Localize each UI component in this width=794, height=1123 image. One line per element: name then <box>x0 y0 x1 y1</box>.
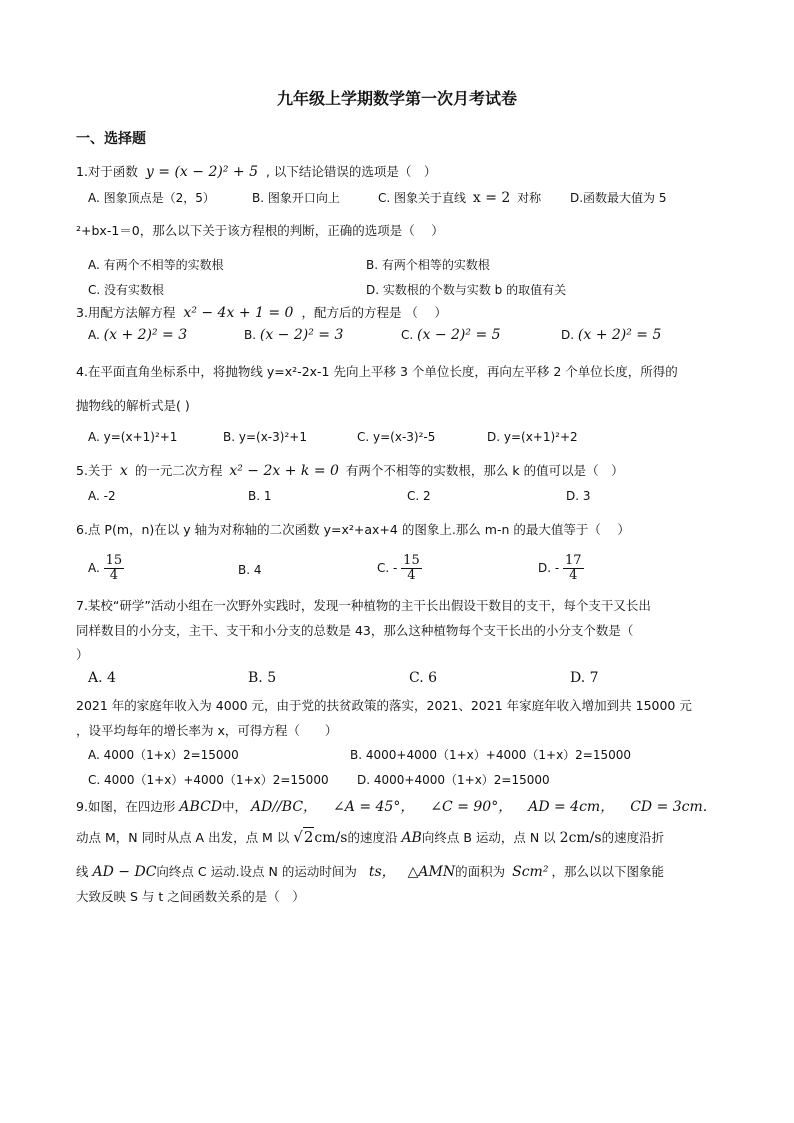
q1-option-d: D.函数最大值为 5 <box>570 191 667 205</box>
q9-line-2-start: 动点 M，N 同时从点 A 出发，点 M 以 <box>76 830 290 845</box>
q3-option-b-formula: (x − 2)² = 3 <box>259 327 344 343</box>
q6-option-a-label: A. <box>88 561 100 575</box>
q2-option-c: C. 没有实数根 <box>88 283 165 297</box>
page-title: 九年级上学期数学第一次月考试卷 <box>276 89 517 108</box>
q6-option-c <box>377 554 422 583</box>
q6-option-b: B. 4 <box>238 563 262 577</box>
q3-option-c-formula: (x − 2)² = 5 <box>417 327 501 343</box>
q6-option-a-denominator: 4 <box>109 568 119 583</box>
q9-sqrt-speed: √2 <box>293 828 314 846</box>
q9-line-2-mid: 的速度沿 <box>347 830 398 845</box>
q1-formula: y = (x − 2)² + 5 <box>145 164 258 180</box>
q8-option-a: A. 4000（1+x）2=15000 <box>88 748 239 762</box>
question-1-stem <box>76 162 436 180</box>
q9-angle-a: ∠A = 45°， <box>333 799 415 815</box>
q1-stem-start: 1.对于函数 <box>76 164 138 179</box>
q2-option-b: B. 有两个相等的实数根 <box>366 258 490 272</box>
q6-option-d-fraction <box>563 554 584 583</box>
q7-option-b: B. 5 <box>248 670 277 686</box>
q3-option-a-formula: (x + 2)² = 3 <box>103 327 188 343</box>
q9-path: AD − DC <box>92 864 157 880</box>
q9-abcd: ABCD <box>179 799 223 815</box>
q6-option-a-numerator: 15 <box>105 553 123 568</box>
q8-option-c: C. 4000（1+x）+4000（1+x）2=15000 <box>88 773 329 787</box>
q9-cd-length: CD = 3cm. <box>630 799 708 815</box>
q9-line-3-mid: 向终点 C 运动.设点 N 的运动时间为 <box>156 864 357 879</box>
q5-stem-start: 5.关于 <box>76 463 113 478</box>
q1-stem-end: , 以下结论错误的选项是（ ） <box>265 164 437 179</box>
question-5-stem <box>76 461 624 479</box>
q3-option-c-label: C. <box>401 328 414 342</box>
question-7-stem-line-1: 7.某校“研学”活动小组在一次野外实践时，发现一种植物的主干长出假设干数目的支干，每个支干又长出 <box>76 598 651 613</box>
question-6-stem: 6.点 P(m，n)在以 y 轴为对称轴的二次函数 y=x²+ax+4 的图象上.那么 m-n 的最大值等于（ ） <box>76 522 630 537</box>
q9-speed-unit: cm/s <box>314 830 348 846</box>
q1-option-c-start: C. 图象关于直线 <box>378 191 467 205</box>
q5-stem-end: 有两个不相等的实数根，那么 k 的值可以是（ ） <box>345 463 624 478</box>
question-7-stem-line-3: ） <box>76 647 89 662</box>
q1-option-b: B. 图象开口向上 <box>252 191 340 205</box>
q6-option-c-numerator: 15 <box>403 553 420 568</box>
question-9-line-1 <box>76 796 707 816</box>
question-7-stem-line-2: 同样数目的小分支，主干、支干和小分支的总数是 43，那么这种植物每个支干长出的小分支个数是（ <box>76 623 634 638</box>
q5-option-b: B. 1 <box>248 489 272 503</box>
question-4-stem-line-2: 抛物线的解析式是( ) <box>76 398 190 413</box>
q6-option-a-fraction <box>104 554 125 583</box>
q3-option-b-label: B. <box>244 328 257 342</box>
q5-option-a: A. -2 <box>88 489 116 503</box>
q9-segment-ab: AB <box>401 830 422 846</box>
question-9-line-3 <box>76 861 664 881</box>
question-3-stem <box>76 303 447 321</box>
q9-line-2-mid2: 向终点 B 运动，点 N 以 <box>421 830 556 845</box>
q5-formula: x² − 2x + k = 0 <box>229 463 339 479</box>
q6-option-d-denominator: 4 <box>569 568 578 583</box>
q5-stem-middle: 的一元二次方程 <box>134 463 223 478</box>
q3-option-d-formula: (x + 2)² = 5 <box>577 327 662 343</box>
section-heading: 一、选择题 <box>76 131 146 147</box>
q3-option-d <box>561 327 661 343</box>
q3-option-a-label: A. <box>88 328 100 342</box>
q8-option-b: B. 4000+4000（1+x）+4000（1+x）2=15000 <box>350 748 632 762</box>
q9-parallel: AD//BC， <box>251 799 318 815</box>
q1-option-c-end: 对称 <box>517 191 542 205</box>
q6-option-d-label: D. - <box>538 561 560 575</box>
q9-line-3-start: 线 <box>76 864 89 879</box>
q9-triangle: △AMN <box>407 864 456 880</box>
q2-option-a: A. 有两个不相等的实数根 <box>88 258 224 272</box>
question-9-line-2 <box>76 828 664 846</box>
q9-line-1-mid: 中， <box>222 799 248 814</box>
q3-option-b <box>244 327 343 343</box>
question-9-line-4: 大致反映 S 与 t 之间函数关系的是（ ） <box>76 889 305 904</box>
question-8-stem-line-2: ，设平均每年的增长率为 x，可得方程（ ） <box>76 723 338 738</box>
q4-option-c: C. y=(x-3)²-5 <box>357 430 436 444</box>
q3-option-a <box>88 327 187 343</box>
q1-option-c-formula: x = 2 <box>472 190 511 206</box>
q7-option-c: C. 6 <box>409 670 438 686</box>
q4-option-b: B. y=(x-3)²+1 <box>223 430 307 444</box>
q9-angle-c: ∠C = 90°， <box>430 799 513 815</box>
q7-option-d: D. 7 <box>570 670 599 686</box>
q5-option-c: C. 2 <box>407 489 431 503</box>
q2-option-d: D. 实数根的个数与实数 b 的取值有关 <box>366 283 567 297</box>
q3-formula: x² − 4x + 1 = 0 <box>183 305 294 321</box>
question-2-stem: ²+bx-1＝0，那么以下关于该方程根的判断，正确的选项是（ ） <box>76 223 444 238</box>
q9-speed-n: 2cm/s <box>559 830 602 846</box>
q8-option-d: D. 4000+4000（1+x）2=15000 <box>357 773 550 787</box>
q9-time: ts， <box>368 864 396 880</box>
q6-option-c-label: C. - <box>377 561 398 575</box>
q9-sqrt-radicand: 2 <box>303 828 314 846</box>
q9-area: Scm² <box>512 864 549 880</box>
q6-option-d <box>538 554 584 583</box>
q7-option-a: A. 4 <box>88 670 116 686</box>
q4-option-d: D. y=(x+1)²+2 <box>487 430 578 444</box>
q9-line-2-end: 的速度沿折 <box>601 830 665 845</box>
q9-ad-length: AD = 4cm， <box>528 799 615 815</box>
q9-line-1-start: 9.如图，在四边形 <box>76 799 176 814</box>
q3-option-d-label: D. <box>561 328 575 342</box>
question-4-stem-line-1: 4.在平面直角坐标系中，将抛物线 y=x²-2x-1 先向上平移 3 个单位长度，再向左平移 2 个单位长度，所得的 <box>76 364 678 379</box>
question-8-stem-line-1: 2021 年的家庭年收入为 4000 元，由于党的扶贫政策的落实，2021、2021 年家庭年收入增加到共 15000 元 <box>76 698 692 713</box>
q4-option-a: A. y=(x+1)²+1 <box>88 430 178 444</box>
q6-option-c-fraction <box>401 554 422 583</box>
q6-option-a <box>88 554 124 583</box>
q5-option-d: D. 3 <box>566 489 591 503</box>
q6-option-d-numerator: 17 <box>565 553 582 568</box>
q9-line-3-end: ，那么以以下图象能 <box>551 864 664 879</box>
q1-option-a: A. 图象顶点是（2，5） <box>88 191 215 205</box>
q6-option-c-denominator: 4 <box>407 568 416 583</box>
q3-stem-start: 3.用配方法解方程 <box>76 305 176 320</box>
q3-stem-end: ，配方后的方程是 （ ） <box>301 305 447 320</box>
q3-option-c <box>401 327 501 343</box>
q9-line-3-mid2: 的面积为 <box>455 864 506 879</box>
q1-option-c <box>378 189 541 206</box>
q5-variable: x <box>119 463 128 479</box>
